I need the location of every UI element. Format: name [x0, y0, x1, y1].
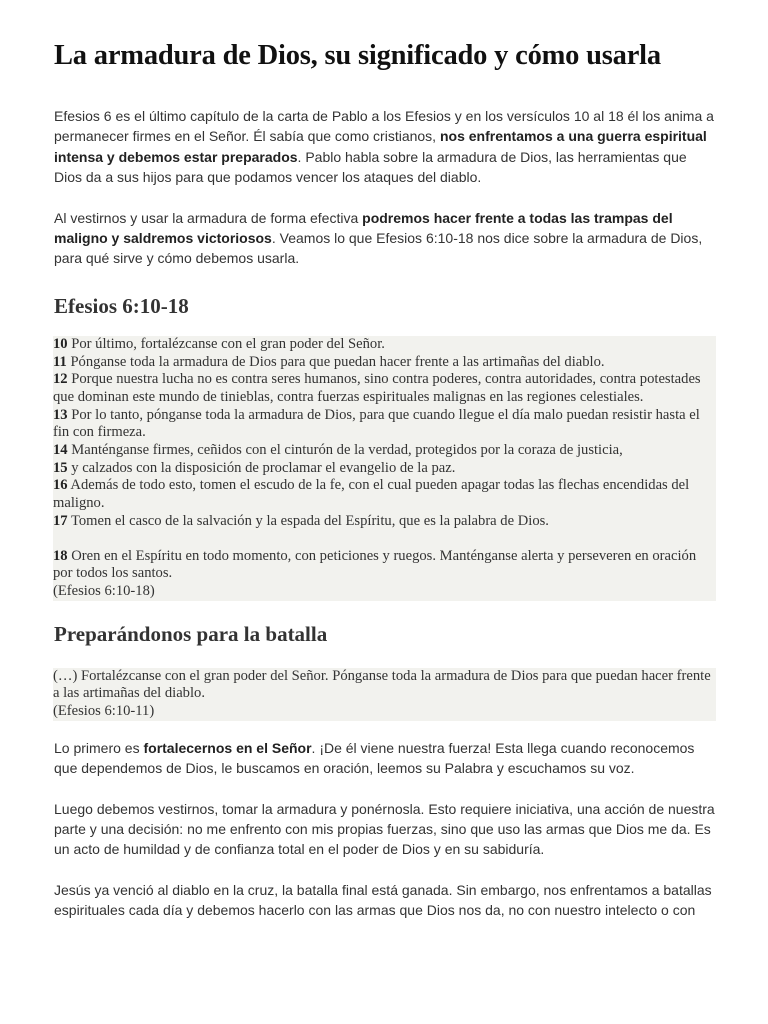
verse-text: Manténganse firmes, ceñidos con el cinturón de la verdad, protegidos por la coraza de justicia, — [67, 442, 623, 459]
verse-text: Tomen el casco de la salvación y la espada del Espíritu, que es la palabra de Dios. — [67, 512, 549, 529]
paragraph-3 — [54, 738, 715, 779]
section-heading-preparandonos: Preparándonos para la batalla — [54, 621, 328, 646]
verse-number: 14 — [53, 442, 68, 459]
verse-text: Porque nuestra lucha no es contra seres humanos, sino contra poderes, contra autoridades, contra potestades que dominan este mundo de tinieblas, contra fuerzas espirituales malignas en las regiones celestiales. — [53, 371, 701, 405]
verse-text: Pónganse toda la armadura de Dios para que puedan hacer frente a las artimañas del diablo. — [66, 353, 605, 370]
intro2-text-c: . Veamos lo que Efesios 6:10-18 nos dice sobre la armadura de Dios, para qué sirve y cómo debemos usarla. — [54, 230, 703, 267]
scripture-reference: (Efesios 6:10-11) — [53, 703, 155, 720]
paragraph-5: Jesús ya venció al diablo en la cruz, la batalla final está ganada. Sin embargo, nos enfrentamos a batallas espirituales cada día y debemos hacerlo con las armas que Dios nos da, no con nuestro intelecto o con — [54, 881, 712, 919]
paragraph-4: Luego debemos vestirnos, tomar la armadura y ponérnosla. Esto requiere iniciativa, una acción de nuestra parte y una decisión: no me enfrento con mis propias fuerzas, sino que uso las armas que Dios me da. Es un acto de humildad y de confianza total en el poder de Dios y en su sabiduría. — [54, 800, 715, 858]
para3-emphasis: fortalecernos en el Señor — [143, 739, 312, 756]
para3-text-c: . ¡De él viene nuestra fuerza! Esta llega cuando reconocemos que dependemos de Dios, le buscamos en oración, leemos su Palabra y escuchamos su voz. — [54, 739, 695, 777]
quote-text: (…) Fortalézcanse con el gran poder del Señor. Pónganse toda la armadura de Dios para que puedan hacer frente a las artimañas del diablo. — [53, 667, 711, 702]
verse-number: 10 — [53, 335, 68, 352]
verse-line — [53, 513, 716, 531]
intro2-text-a: Al vestirnos y usar la armadura de forma efectiva — [54, 209, 363, 226]
intro-paragraph-1 — [54, 106, 715, 188]
intro1-emphasis: nos enfrentamos a una guerra espiritual intensa y debemos estar preparados — [54, 128, 707, 165]
scripture-block — [53, 336, 716, 601]
verse-number: 15 — [53, 459, 68, 476]
intro2-emphasis: podremos hacer frente a todas las trampas del maligno y saldremos victoriosos — [54, 209, 673, 247]
verse-line — [53, 442, 716, 460]
verse-text: Además de todo esto, tomen el escudo de la fe, con el cual pueden apagar todas las flechas encendidas del maligno. — [53, 477, 690, 512]
page-title: La armadura de Dios, su significado y cómo usarla — [54, 40, 661, 71]
section-heading-efesios: Efesios 6:10-18 — [54, 293, 189, 318]
intro-paragraph-2 — [54, 208, 715, 269]
intro1-text-c: . Pablo habla sobre la armadura de Dios, las herramientas que Dios da a sus hijos para que podamos vencer los ataques del diablo. — [54, 148, 687, 186]
para3-text-a: Lo primero es — [54, 739, 144, 756]
verse-text: Por lo tanto, pónganse toda la armadura de Dios, para que cuando llegue el día malo puedan resistir hasta el fin con firmeza. — [53, 406, 700, 441]
scripture-block-2 — [53, 668, 716, 721]
verse-line — [53, 354, 716, 372]
verse-spacer — [53, 531, 716, 548]
verse-number: 18 — [53, 547, 68, 564]
verse-text: y calzados con la disposición de proclamar el evangelio de la paz. — [67, 459, 456, 476]
verse-text: Oren en el Espíritu en todo momento, con peticiones y ruegos. Manténganse alerta y perseveren en oración por todos los santos. — [53, 547, 697, 582]
verse-number: 16 — [53, 477, 68, 494]
verse-line — [53, 407, 716, 442]
verse-text: Por último, fortalézcanse con el gran poder del Señor. — [67, 335, 385, 352]
verse-line — [53, 460, 716, 478]
verse-number: 12 — [53, 371, 68, 388]
verse-line — [53, 336, 716, 354]
verse-line — [53, 371, 716, 406]
verse-number: 13 — [53, 406, 68, 423]
verse-number: 11 — [53, 353, 67, 370]
verse-line — [53, 548, 716, 583]
verse-line — [53, 477, 716, 512]
scripture-reference: (Efesios 6:10-18) — [53, 582, 155, 599]
intro1-text-a: Efesios 6 es el último capítulo de la carta de Pablo a los Efesios y en los versículos 10 al 18 él los anima a permanecer firmes en el Señor. Él sabía que como cristianos, — [54, 108, 714, 145]
verse-number: 17 — [53, 512, 68, 529]
